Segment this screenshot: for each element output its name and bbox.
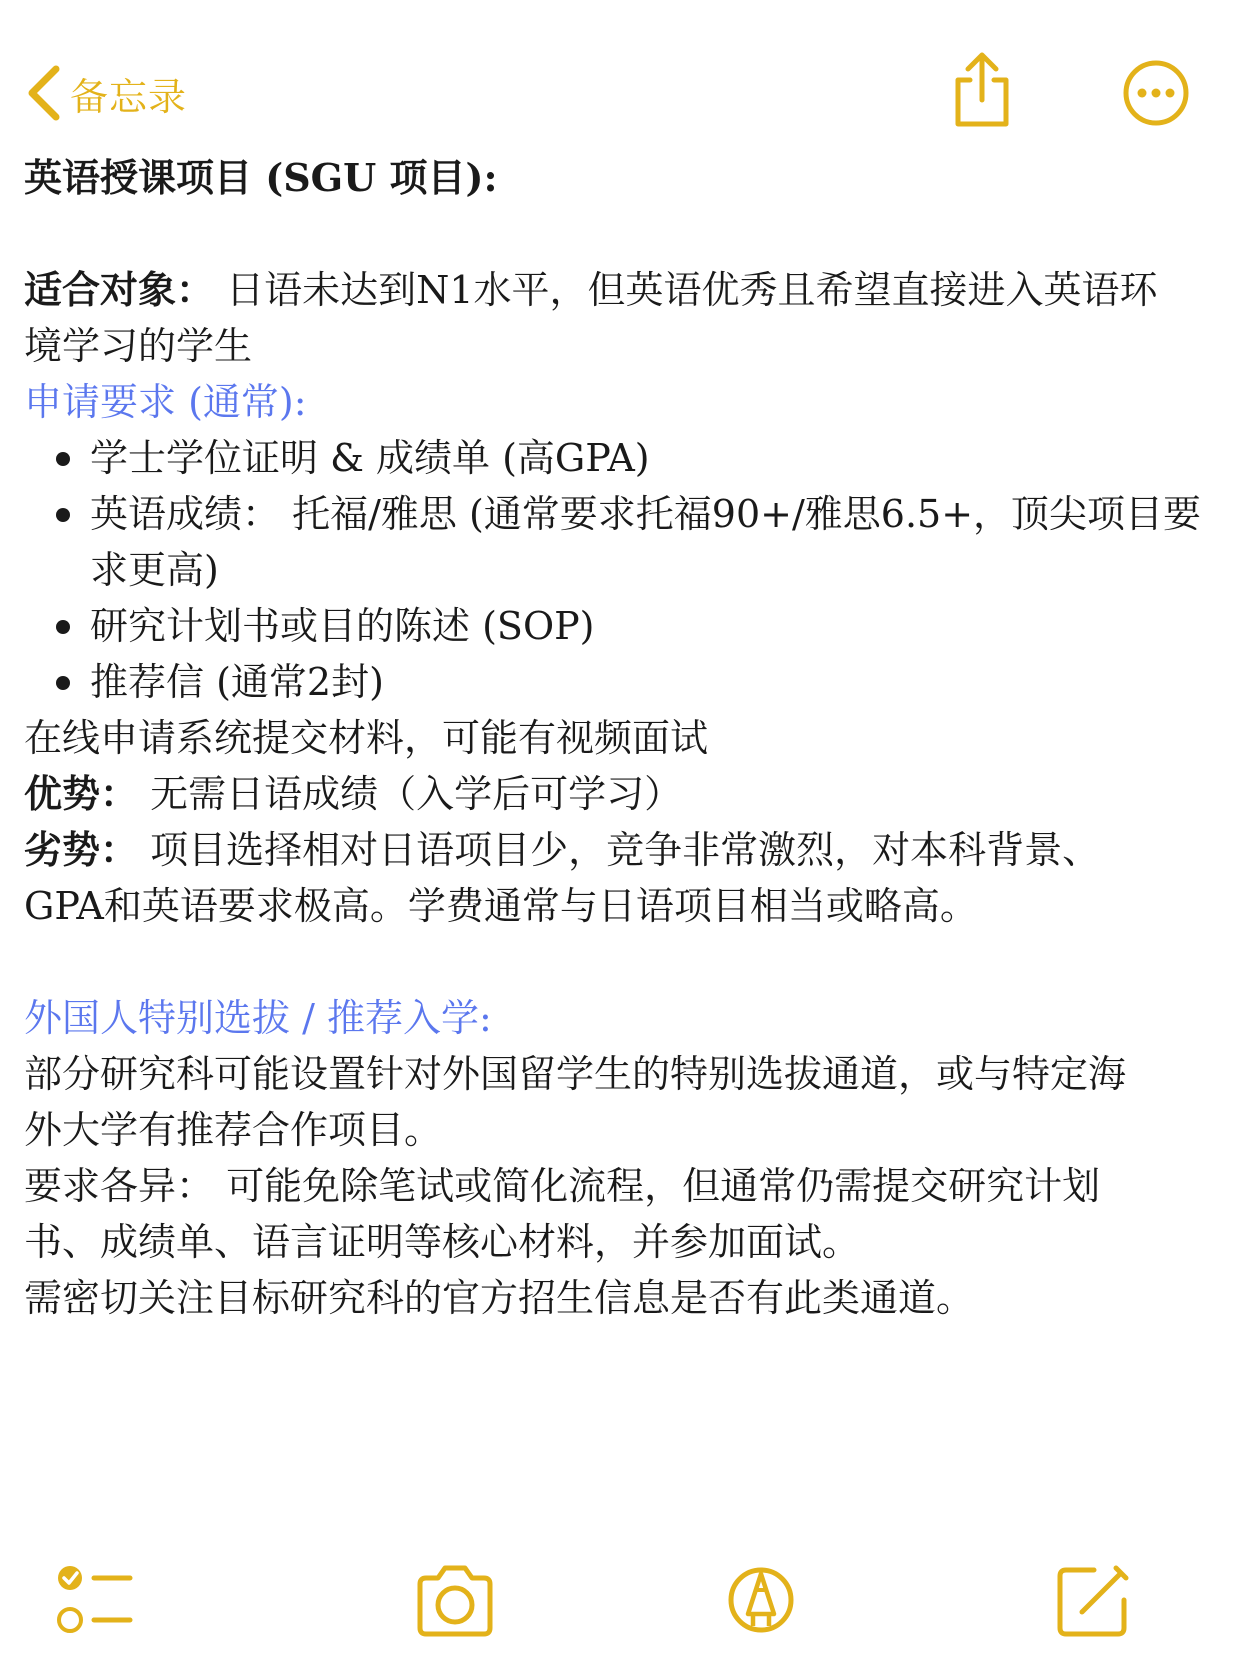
special-text-line: 书、成绩单、语言证明等核心材料，并参加面试。 — [24, 1220, 861, 1264]
markup-button[interactable] — [726, 1560, 796, 1644]
compose-icon — [1054, 1625, 1134, 1644]
bullet-icon — [24, 486, 90, 598]
back-label: 备忘录 — [70, 74, 188, 119]
camera-button[interactable] — [414, 1560, 496, 1644]
target-text-continued: 境学习的学生 — [24, 324, 253, 368]
note-body[interactable] — [24, 150, 1224, 1326]
bottom-toolbar — [0, 1560, 1242, 1660]
target-text: 日语未达到N1水平，但英语优秀且希望直接进入英语环 — [214, 268, 1158, 312]
markup-icon — [726, 1625, 796, 1644]
checklist-button[interactable] — [56, 1560, 136, 1644]
list-item — [24, 654, 1224, 710]
special-selection-heading: 外国人特别选拔 / 推荐入学: — [24, 996, 492, 1040]
special-text-line: 部分研究科可能设置针对外国留学生的特别选拔通道，或与特定海 — [24, 1052, 1127, 1096]
blank-line — [24, 206, 1224, 262]
more-icon — [1121, 113, 1191, 132]
advantage-text: 无需日语成绩（入学后可学习） — [138, 772, 683, 816]
share-icon — [948, 115, 1016, 134]
list-item-text: 学士学位证明 & 成绩单 (高GPA) — [90, 436, 650, 480]
bullet-icon — [24, 654, 90, 710]
advantage-line — [24, 766, 1224, 822]
disadvantage-text: 项目选择相对日语项目少，竞争非常激烈，对本科背景、 — [138, 828, 1101, 872]
advantage-label: 优势： — [24, 771, 139, 816]
share-button[interactable] — [948, 50, 1016, 130]
target-label: 适合对象： — [24, 267, 215, 312]
target-line — [24, 262, 1224, 318]
disadvantage-label: 劣势： — [24, 827, 139, 872]
requirements-heading: 申请要求 (通常): — [24, 380, 307, 424]
note-title: 英语授课项目 (SGU 项目): — [24, 155, 498, 200]
navigation-bar — [0, 0, 1242, 140]
compose-button[interactable] — [1054, 1560, 1134, 1644]
list-item-text: 英语成绩： 托福/雅思 (通常要求托福90+/雅思6.5+，顶尖项目要求更高) — [90, 492, 1202, 592]
checklist-icon — [56, 1625, 136, 1644]
disadvantage-line — [24, 822, 1224, 878]
blank-line — [24, 934, 1224, 990]
list-item — [24, 430, 1224, 486]
disadvantage-text-continued: GPA和英语要求极高。学费通常与日语项目相当或略高。 — [24, 884, 978, 928]
special-text-line: 外大学有推荐合作项目。 — [24, 1108, 443, 1152]
camera-icon — [414, 1625, 496, 1644]
special-text-line: 要求各异： 可能免除笔试或简化流程，但通常仍需提交研究计划 — [24, 1164, 1101, 1208]
list-item — [24, 486, 1224, 598]
online-application-line: 在线申请系统提交材料，可能有视频面试 — [24, 716, 709, 760]
bullet-icon — [24, 598, 90, 654]
back-button[interactable] — [24, 58, 187, 128]
chevron-left-icon — [24, 63, 64, 123]
list-item-text: 研究计划书或目的陈述 (SOP) — [90, 604, 595, 648]
special-text-line: 需密切关注目标研究科的官方招生信息是否有此类通道。 — [24, 1276, 975, 1320]
list-item-text: 推荐信 (通常2封) — [90, 660, 384, 704]
list-item — [24, 598, 1224, 654]
bullet-icon — [24, 430, 90, 486]
more-button[interactable] — [1121, 58, 1191, 128]
